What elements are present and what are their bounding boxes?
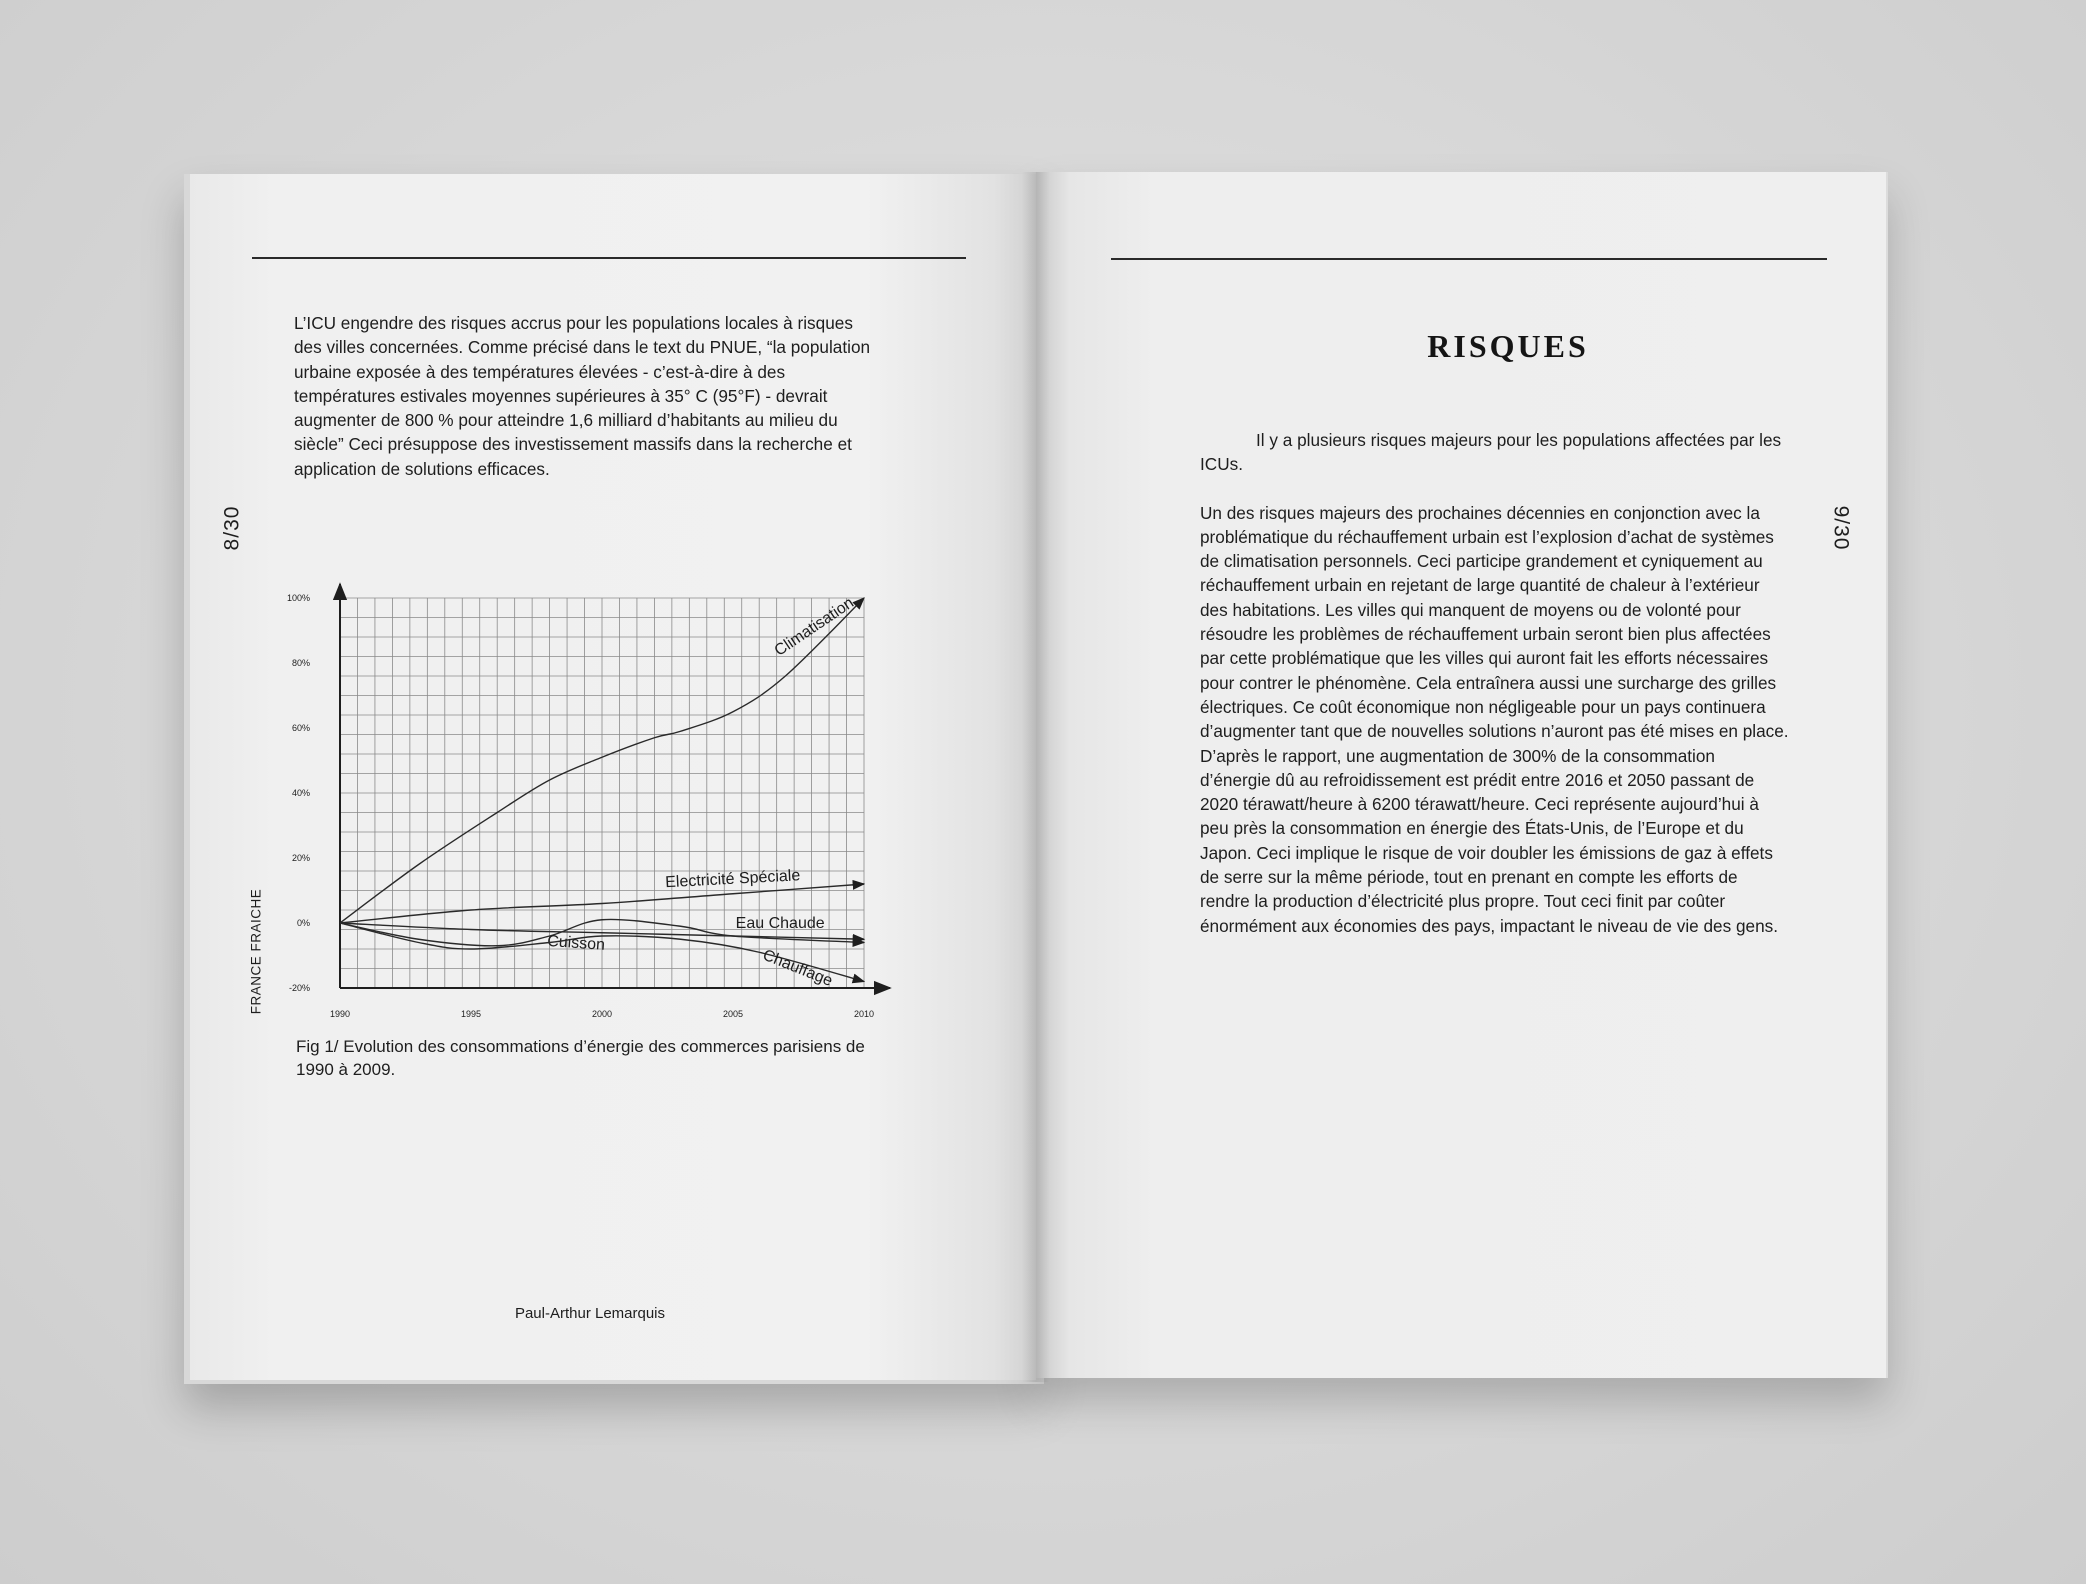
y-tick-label: 80% [291, 658, 310, 668]
series-label: Electricité Spéciale [664, 867, 801, 892]
figure-caption: Fig 1/ Evolution des consommations d’énergie des commerces parisiens de 1990 à 2009. [296, 1037, 865, 1079]
left-paragraph [294, 311, 876, 481]
right-paragraph: Un des risques majeurs des prochaines décennies en conjonction avec la problématique du réchauffement urbain est l’explosion d’achat de systèmes de climatisation personnels. Ceci participe grandement et cyniquement au réchauffement urbain en rejetant de large quantité de chaleur à l’extérieur des habitations. Les villes qui manquent de moyens ou de volonté pour résoudre les problèmes de réchauffement urbain seront bien plus affectées par cette problématique que les villes qui auront fait les efforts nécessaires pour contrer le phénomène. Cela entraînera aussi une surcharge des grilles électriques. Ce coût économique non négligeable pour un pays continuera d’augmenter tant que de nouvelles solutions n’auront pas été mises en place. D’après le rapport, une augmentation de 300% de la consommation d’énergie dû au refroidissement est prédit entre 2016 et 2050 passant de 2020 térawatt/heure à 6200 térawatt/heure. Ceci représente aujourd’hui à peu près la consommation en énergie des États-Unis, de l’Europe et du Japon. Ceci implique le risque de voir doubler les émissions de gaz à effets de serre sur la même période, tout en prenant en compte les efforts de rendre la production d’électricité plus propre. Tout ceci finit par coûter énormément aux économies des pays, impactant le niveau de vie des gens. [1200, 502, 1789, 936]
series-label: Eau Chaude [735, 915, 825, 933]
x-tick-label: 2005 [722, 1009, 744, 1019]
series-label: Cuisson [546, 932, 606, 954]
series-label: Climatisation [771, 594, 858, 660]
right-top-rule [1111, 258, 1827, 260]
author-name: Paul-Arthur Lemarquis [514, 1305, 666, 1322]
left-paragraph-text: L’ICU engendre des risques accrus pour les populations locales à risques des villes concernées. Comme précisé dans le text du PNUE, “la population urbaine exposée à des températures élevées - c’est-à-dire à des températures estivales moyennes supérieures à 35° C (95°F) - devrait augmenter de 800 % pour atteindre 1,6 milliard d’habitants au milieu du siècle” Ceci présuppose des investissement massifs dans la recherche et application de solutions efficaces. [294, 313, 871, 479]
series-label: Chauffage [760, 946, 835, 990]
right-folio: 9/30 [1829, 505, 1853, 551]
section-title: RISQUES [1427, 328, 1589, 364]
right-text-block [1200, 428, 1790, 938]
right-intro: Il y a plusieurs risques majeurs pour les populations affectées par les ICUs. [1200, 430, 1782, 475]
y-tick-label: -20% [288, 983, 310, 993]
y-tick-label: 0% [296, 918, 310, 928]
x-tick-label: 1990 [329, 1009, 351, 1019]
y-tick-label: 20% [291, 853, 310, 863]
x-tick-label: 1995 [460, 1009, 482, 1019]
spine-gutter [1022, 172, 1050, 1382]
left-folio: 8/30 [220, 505, 244, 551]
x-tick-label: 2000 [591, 1009, 613, 1019]
energy-line-chart [270, 570, 890, 1019]
y-tick-label: 100% [286, 593, 310, 603]
y-tick-label: 60% [291, 723, 310, 733]
side-label: FRANCE FRAICHE [248, 888, 264, 1015]
left-top-rule [252, 257, 966, 259]
x-tick-label: 2010 [853, 1009, 875, 1019]
y-tick-label: 40% [291, 788, 310, 798]
